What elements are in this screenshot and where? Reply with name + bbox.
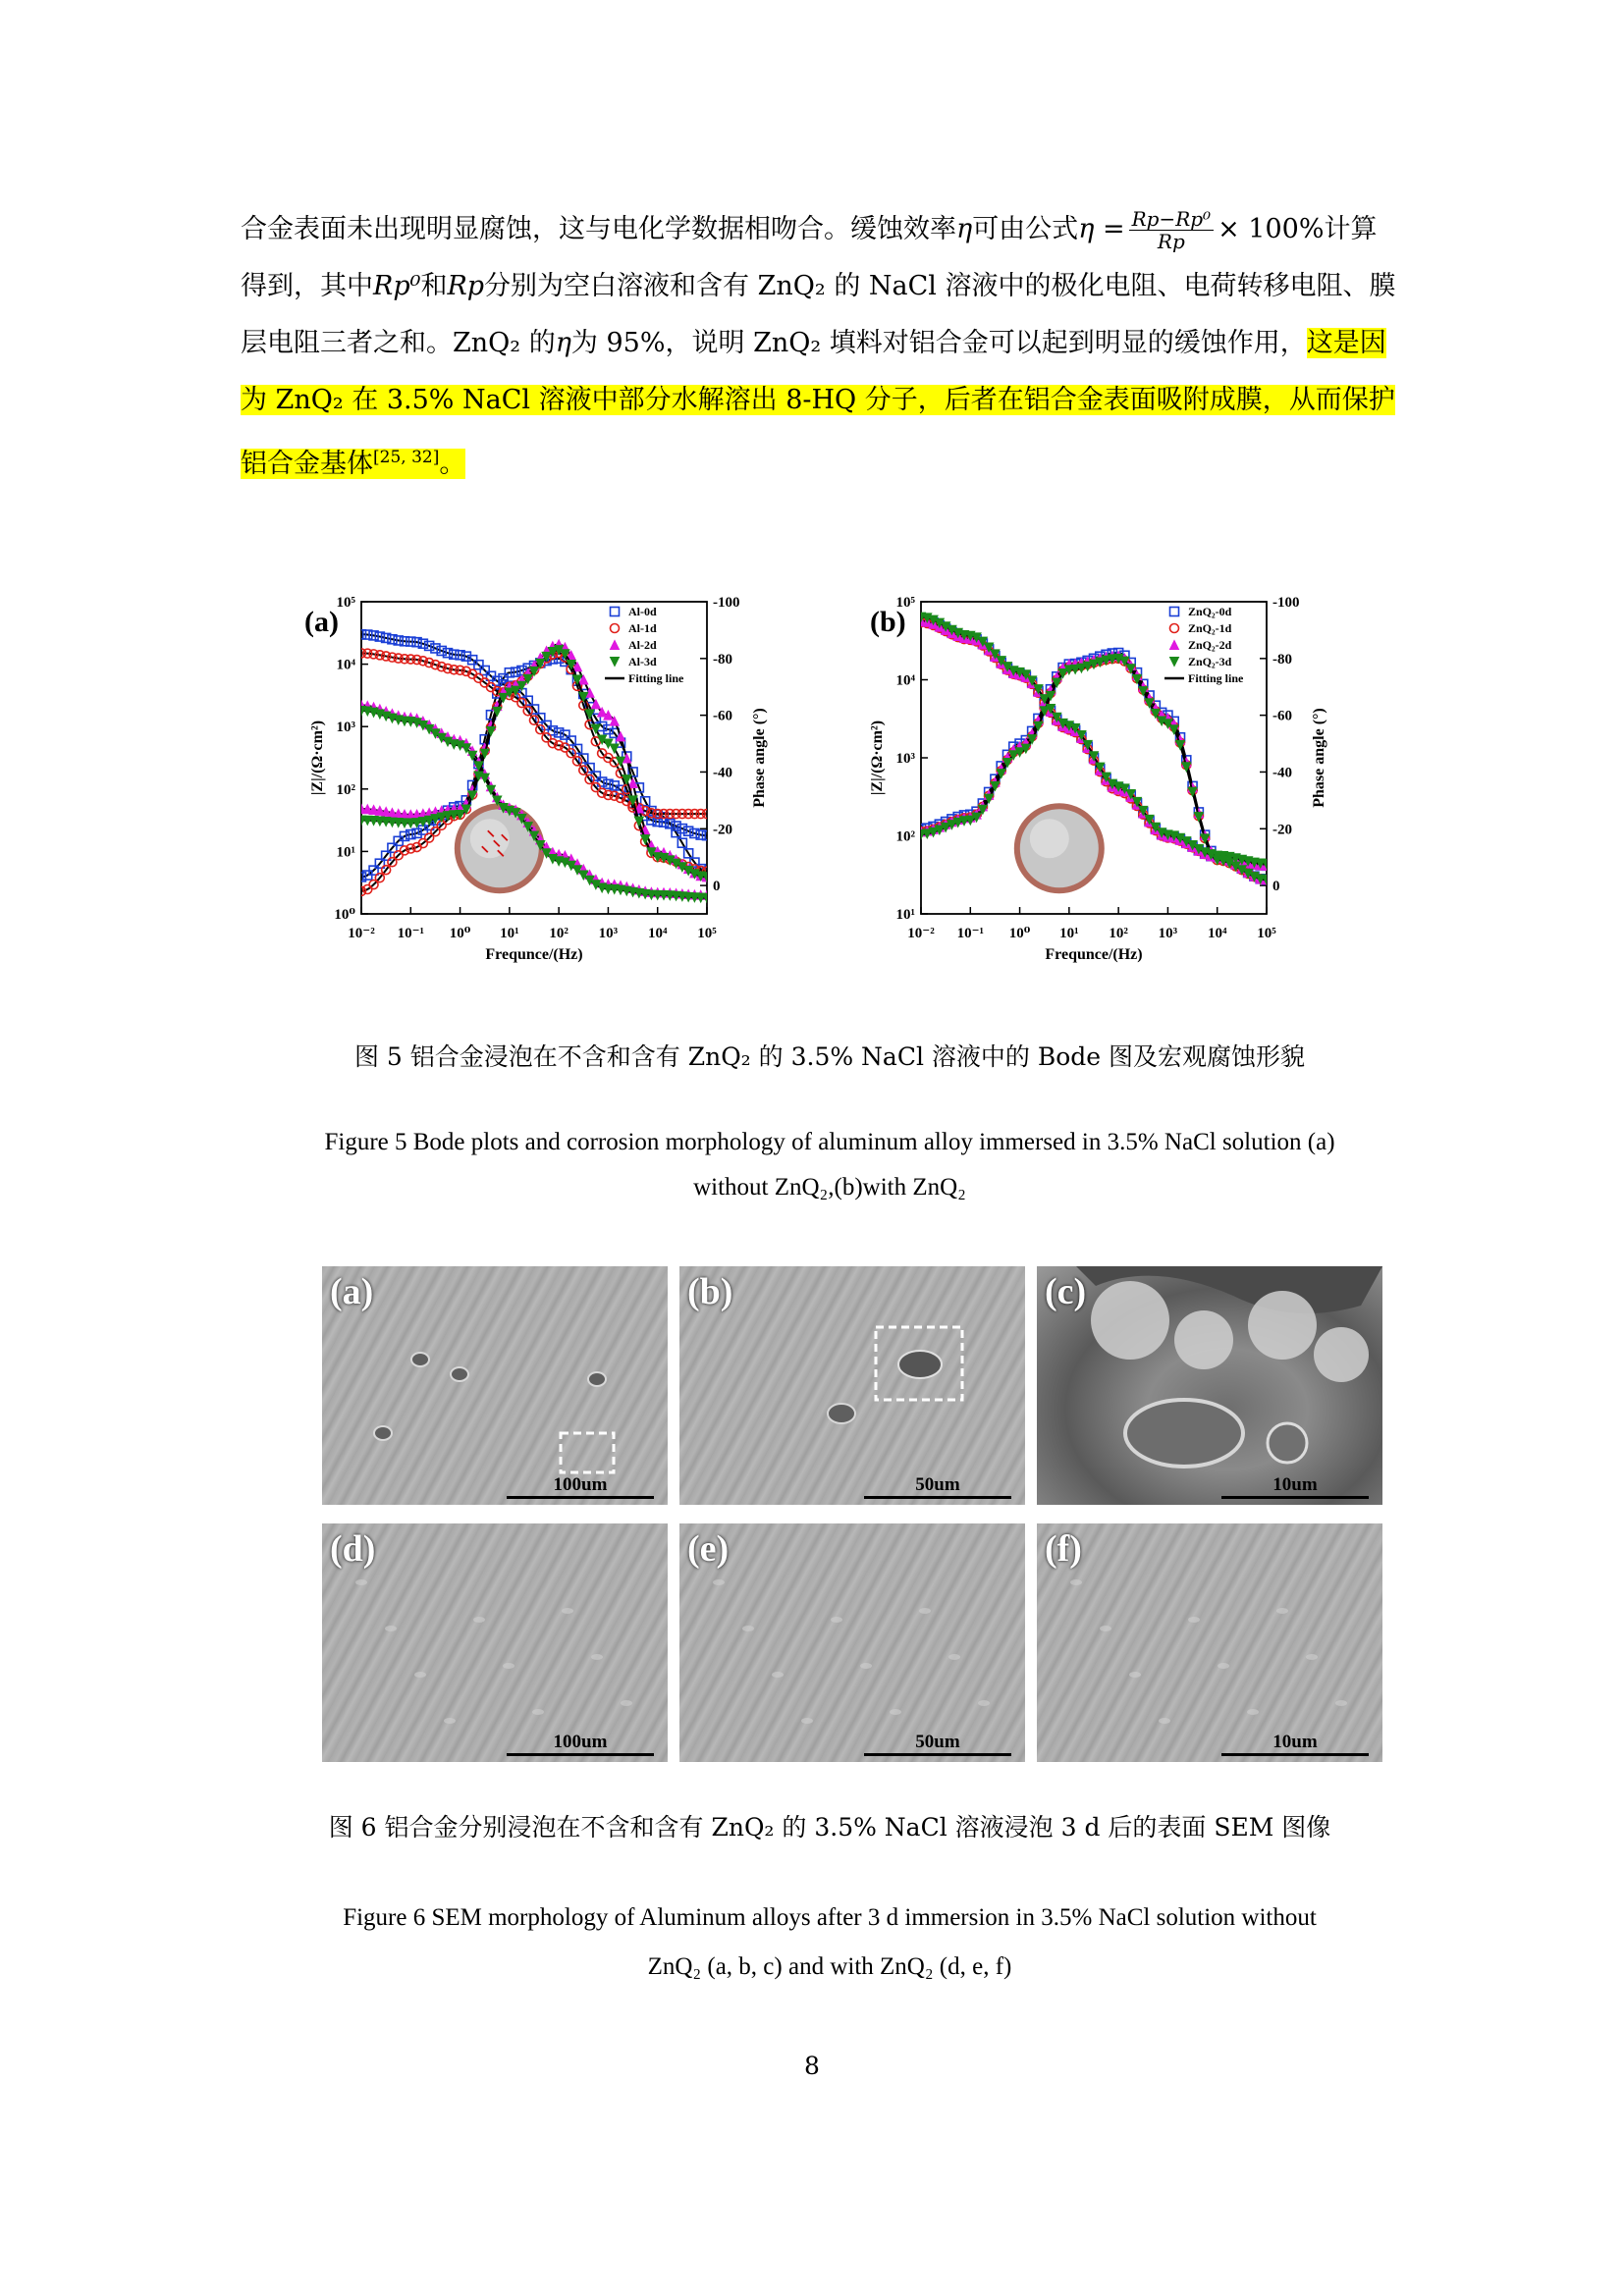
y-tick-label: 10² — [336, 781, 355, 798]
pit-rim — [1268, 1423, 1307, 1463]
y2-tick-label: -40 — [1272, 765, 1292, 781]
pit — [588, 1372, 606, 1386]
scale-bar: 10um — [1221, 1474, 1369, 1499]
x-tick-label: 10⁻¹ — [956, 926, 984, 941]
surface-feature — [355, 1579, 367, 1585]
page-number: 8 — [804, 2052, 820, 2080]
y-tick-label: 10¹ — [895, 907, 915, 923]
rp-symbol: Rp — [447, 271, 485, 301]
fig6-caption-cn: 图 6 铝合金分别浸泡在不含和含有 ZnQ₂ 的 3.5% NaCl 溶液浸泡 3 d 后的表面 SEM 图像 — [328, 1813, 1331, 1842]
sem-image-a — [322, 1266, 668, 1505]
surface-feature — [1188, 1617, 1200, 1623]
fig5-caption-cn: 图 5 铝合金浸泡在不含和含有 ZnQ₂ 的 3.5% NaCl 溶液中的 Bode 图及宏观腐蚀形貌 — [353, 1042, 1306, 1071]
surface-feature — [919, 1608, 931, 1614]
sem-image-c — [1037, 1266, 1382, 1505]
text-run: 。 — [439, 449, 466, 479]
y2-tick-label: -20 — [1272, 822, 1292, 838]
y2-tick-label: -40 — [713, 765, 732, 781]
y2-tick-label: -20 — [713, 822, 732, 838]
surface-feature — [1306, 1654, 1318, 1660]
text-run: 层电阻三者之和。ZnQ₂ 的 — [241, 328, 556, 358]
photo-highlight — [1030, 819, 1069, 858]
y-axis-label: |Z|/(Ω·cm²) — [309, 720, 326, 796]
surface-feature — [444, 1718, 456, 1724]
bode-chart-a — [295, 584, 825, 977]
surface-feature — [1070, 1579, 1082, 1585]
surface-feature — [414, 1672, 426, 1678]
sem-image-b — [679, 1266, 1025, 1505]
text-run: 得到，其中 — [241, 271, 373, 301]
y2-axis-label: Phase angle (°) — [751, 708, 768, 808]
text-run: 和 — [420, 271, 448, 301]
y-tick-label: 10³ — [895, 751, 915, 767]
legend-label: ZnQ₂-3d — [1188, 655, 1232, 668]
corrosion-product — [1174, 1310, 1233, 1369]
x-tick-label: 10¹ — [500, 926, 519, 941]
x-tick-label: 10³ — [1158, 926, 1178, 941]
scale-bar: 10um — [1221, 1732, 1369, 1756]
paragraph-line-2 — [241, 258, 1419, 315]
x-tick-label: 10⁻¹ — [397, 926, 424, 941]
legend-label: ZnQ₂-2d — [1188, 638, 1232, 652]
corrosion-photo-inset — [1014, 803, 1105, 893]
formula-rhs: × 100% — [1218, 214, 1325, 244]
sem-texture — [1037, 1523, 1382, 1762]
pit — [411, 1353, 429, 1366]
panel-label: (b) — [870, 606, 906, 638]
surface-feature — [801, 1718, 813, 1724]
y-tick-label: 10¹ — [336, 844, 355, 861]
x-tick-label: 10⁰ — [449, 926, 471, 941]
x-axis-label: Frequnce/(Hz) — [1045, 946, 1143, 963]
x-axis-label: Frequnce/(Hz) — [485, 946, 583, 963]
legend-label: Fitting line — [1188, 671, 1244, 685]
legend-label: Al-1d — [628, 621, 657, 635]
citation-ref: [25, 32] — [373, 448, 440, 467]
bode-chart-b — [854, 584, 1384, 977]
legend-label: Fitting line — [628, 671, 684, 685]
x-tick-label: 10⁻² — [348, 926, 375, 941]
fig5-caption-en-1: Figure 5 Bode plots and corrosion morphology of aluminum alloy immersed in 3.5% NaCl solution (a) — [324, 1129, 1335, 1155]
surface-feature — [1335, 1700, 1347, 1706]
formula-denominator: Rp — [1157, 230, 1185, 253]
y2-tick-label: -60 — [1272, 708, 1292, 724]
sem-panel-label: (f) — [1045, 1528, 1082, 1570]
highlight-box — [561, 1433, 614, 1472]
fig6-caption-en-1: Figure 6 SEM morphology of Aluminum alloys after 3 d immersion in 3.5% NaCl solution without — [343, 1904, 1317, 1931]
fig6-caption-en-2: ZnQ₂ (a, b, c) and with ZnQ₂ (d, e, f) — [647, 1953, 1012, 1980]
y-tick-label: 10⁵ — [336, 595, 355, 611]
surface-feature — [1159, 1718, 1170, 1724]
sem-texture — [1037, 1266, 1382, 1505]
surface-feature — [742, 1626, 754, 1631]
legend-label: Al-0d — [628, 605, 657, 618]
x-tick-label: 10⁴ — [1207, 926, 1227, 941]
legend-label: Al-2d — [628, 638, 657, 652]
scale-bar: 50um — [864, 1474, 1011, 1499]
surface-feature — [1276, 1608, 1288, 1614]
text-run: 分别为空白溶液和含有 ZnQ₂ 的 NaCl 溶液中的极化电阻、电荷转移电阻、膜 — [484, 271, 1396, 301]
sem-image-d — [322, 1523, 668, 1762]
pit — [898, 1351, 942, 1378]
surface-feature — [860, 1663, 872, 1669]
y2-tick-label: 0 — [713, 879, 721, 895]
x-tick-label: 10⁵ — [697, 926, 717, 941]
y-tick-label: 10⁴ — [895, 672, 915, 689]
surface-feature — [591, 1654, 603, 1660]
y-tick-label: 10⁰ — [334, 907, 355, 923]
corrosion-product — [1248, 1291, 1317, 1360]
highlighted-text — [241, 449, 465, 479]
surface-feature — [385, 1626, 397, 1631]
text-run: 合金表面未出现明显腐蚀，这与电化学数据相吻合。缓蚀效率 — [241, 214, 956, 244]
surface-feature — [532, 1709, 544, 1715]
surface-feature — [562, 1608, 573, 1614]
sem-panel-label: (c) — [1045, 1271, 1087, 1312]
highlighted-text: 为 ZnQ₂ 在 3.5% NaCl 溶液中部分水解溶出 8-HQ 分子，后者在铝合金表面吸附成膜，从而保护 — [241, 385, 1395, 415]
y2-tick-label: 0 — [1272, 879, 1280, 895]
pit — [451, 1367, 468, 1381]
corrosion-photo-inset — [455, 803, 545, 893]
surface-feature — [1100, 1626, 1111, 1631]
text-run: 为 95%，说明 ZnQ₂ 填料对铝合金可以起到明显的缓蚀作用， — [570, 328, 1307, 358]
formula-fraction — [1129, 208, 1215, 252]
sem-image-e — [679, 1523, 1025, 1762]
x-tick-label: 10⁰ — [1008, 926, 1031, 941]
pit-rim — [1125, 1400, 1243, 1467]
surface-feature — [948, 1654, 960, 1660]
surface-feature — [1247, 1709, 1259, 1715]
y2-tick-label: -80 — [713, 651, 732, 667]
text-run: 计算 — [1324, 214, 1378, 244]
paragraph-line-3 — [241, 315, 1419, 372]
paragraph-line-5 — [241, 429, 1419, 493]
legend-label: ZnQ₂-0d — [1188, 605, 1232, 618]
sem-panel-label: (d) — [330, 1528, 376, 1570]
scale-bar: 100um — [507, 1732, 654, 1756]
text-run: 铝合金基体 — [241, 449, 373, 479]
formula-lhs: η = — [1078, 214, 1125, 244]
x-tick-label: 10¹ — [1059, 926, 1079, 941]
y-tick-label: 10⁴ — [336, 657, 355, 673]
highlighted-text: 这是因 — [1306, 328, 1386, 358]
y2-tick-label: -80 — [1272, 651, 1292, 667]
surface-feature — [978, 1700, 990, 1706]
paragraph-line-4 — [241, 372, 1419, 429]
text-run: 可由公式 — [972, 214, 1079, 244]
x-tick-label: 10⁻² — [907, 926, 935, 941]
y2-tick-label: -100 — [1272, 595, 1300, 611]
corrosion-product — [1314, 1327, 1369, 1382]
y2-tick-label: -60 — [713, 708, 732, 724]
sem-image-f — [1037, 1523, 1382, 1762]
surface-feature — [1129, 1672, 1141, 1678]
x-tick-label: 10² — [549, 926, 568, 941]
x-tick-label: 10⁴ — [647, 926, 668, 941]
eta-symbol: η — [956, 214, 973, 244]
body-paragraph — [241, 201, 1419, 493]
x-tick-label: 10⁵ — [1257, 926, 1276, 941]
y2-tick-label: -100 — [713, 595, 740, 611]
y-axis-label: |Z|/(Ω·cm²) — [869, 720, 886, 796]
panel-label: (a) — [304, 606, 339, 638]
fig5-caption-en-2: without ZnQ₂,(b)with ZnQ₂ — [693, 1174, 966, 1201]
x-tick-label: 10² — [1109, 926, 1128, 941]
scale-bar: 100um — [507, 1474, 654, 1499]
sem-texture — [679, 1523, 1025, 1762]
surface-feature — [621, 1700, 632, 1706]
surface-feature — [503, 1663, 514, 1669]
y-tick-label: 10³ — [336, 720, 355, 736]
y-tick-label: 10² — [895, 828, 915, 845]
surface-feature — [772, 1672, 784, 1678]
pit — [374, 1426, 392, 1440]
rp0-symbol: Rp⁰ — [373, 271, 421, 301]
y-tick-label: 10⁵ — [895, 595, 915, 611]
formula-numerator: Rp−Rp⁰ — [1129, 208, 1215, 231]
scale-bar: 50um — [864, 1732, 1011, 1756]
surface-feature — [1218, 1663, 1229, 1669]
pit — [828, 1404, 855, 1423]
x-tick-label: 10³ — [598, 926, 619, 941]
legend-label: ZnQ₂-1d — [1188, 621, 1232, 635]
sem-texture — [322, 1266, 668, 1505]
corrosion-product — [1091, 1281, 1169, 1360]
sem-panel-label: (b) — [687, 1271, 733, 1312]
eta-symbol: η — [555, 328, 571, 358]
paragraph-line-1 — [241, 201, 1419, 258]
photo-highlight — [470, 819, 510, 858]
surface-feature — [473, 1617, 485, 1623]
surface-feature — [831, 1617, 842, 1623]
sem-panel-label: (e) — [687, 1528, 730, 1570]
surface-feature — [890, 1709, 901, 1715]
surface-feature — [713, 1579, 725, 1585]
legend-label: Al-3d — [628, 655, 657, 668]
y2-axis-label: Phase angle (°) — [1311, 708, 1327, 808]
sem-panel-label: (a) — [330, 1271, 374, 1312]
